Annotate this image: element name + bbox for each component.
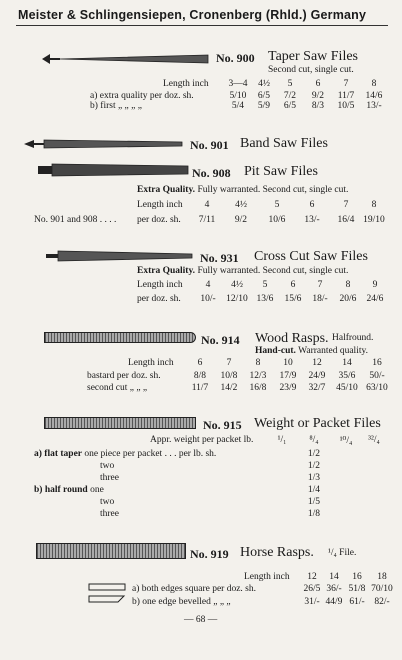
item-915-b-three-value: 1/8 [307, 509, 321, 519]
item-908-number: No. 908 [192, 166, 231, 180]
page-number: — 68 — [184, 615, 218, 625]
item-919-number: No. 919 [190, 547, 229, 561]
item-915-a-two-value: 1/2 [307, 461, 321, 471]
item-919-row-b-label: b) one edge bevelled „ „ „ [132, 597, 231, 607]
band-saw-file-image [22, 138, 187, 150]
item-915-title: Weight or Packet Files [254, 416, 381, 431]
packet-file-image [44, 417, 196, 429]
item-908-row-label: per doz. sh. [137, 215, 181, 225]
item-914-number: No. 914 [201, 333, 240, 347]
item-915-a-three-label: three [100, 473, 119, 483]
item-915-a-two-label: two [100, 461, 115, 471]
item-908-title: Pit Saw Files [244, 164, 318, 179]
item-915-b-value: 1/4 [307, 485, 321, 495]
item-919-row-a-label: a) both edges square per doz. sh. [132, 584, 256, 594]
item-931-number: No. 931 [200, 251, 239, 265]
wood-rasp-image [44, 332, 196, 343]
item-908-length-label: Length inch [137, 200, 183, 210]
item-915-a-row: a) flat taper one piece per packet . . . per lb. sh. [34, 449, 217, 459]
item-919-subtitle: ¹/₄ File. [328, 548, 357, 558]
item-915-weight-label: Appr. weight per packet lb. [150, 435, 254, 445]
item-914-title2: Halfround. [332, 333, 374, 343]
pit-saw-file-image [36, 163, 191, 177]
horse-rasp-image [36, 543, 186, 559]
item-901-title: Band Saw Files [240, 136, 328, 151]
item-914-subtitle: Hand-cut. Warranted quality. [255, 346, 368, 356]
item-900-title: Taper Saw Files [268, 49, 359, 64]
item-908-quality: Extra Quality. Fully warranted. Second cut, single cut. [137, 185, 349, 195]
item-915-number: No. 915 [203, 418, 242, 432]
item-919-title: Horse Rasps. [240, 545, 314, 560]
item-914-length-label: Length inch [128, 358, 174, 368]
square-edge-profile-icon [88, 582, 128, 604]
taper-file-image [40, 52, 210, 66]
page-header: Meister & Schlingensiepen, Cronenberg (Rhld.) Germany [18, 8, 367, 22]
item-915-a-value: 1/2 [307, 449, 321, 459]
item-931-quality: Extra Quality. Fully warranted. Second cut, single cut. [137, 266, 349, 276]
item-915-b-two-value: 1/5 [307, 497, 321, 507]
item-915-b-two-label: two [100, 497, 115, 507]
item-915-b-three-label: three [100, 509, 119, 519]
item-914-row-b-label: second cut „ „ „ [87, 383, 148, 393]
item-919-length-label: Length inch [244, 572, 290, 582]
cross-cut-file-image [44, 250, 194, 262]
item-900-number: No. 900 [216, 51, 255, 65]
item-915-b-row: b) half round one [34, 485, 104, 495]
item-900-row-b-label: b) first „ „ „ „ [90, 101, 142, 111]
item-908-row-label-left: No. 901 and 908 . . . . [34, 215, 117, 225]
item-900-subtitle: Second cut, single cut. [268, 65, 354, 75]
item-900-length-label: Length inch [163, 79, 209, 89]
item-914-row-a-label: bastard per doz. sh. [87, 371, 161, 381]
item-900-row-a-label: a) extra quality per doz. sh. [90, 91, 194, 101]
header-rule [16, 25, 388, 26]
item-931-title: Cross Cut Saw Files [254, 249, 368, 264]
item-931-length-label: Length inch [137, 280, 183, 290]
item-931-row-label: per doz. sh. [137, 294, 181, 304]
item-914-title: Wood Rasps. [255, 331, 329, 346]
item-915-a-three-value: 1/3 [307, 473, 321, 483]
item-901-number: No. 901 [190, 138, 229, 152]
